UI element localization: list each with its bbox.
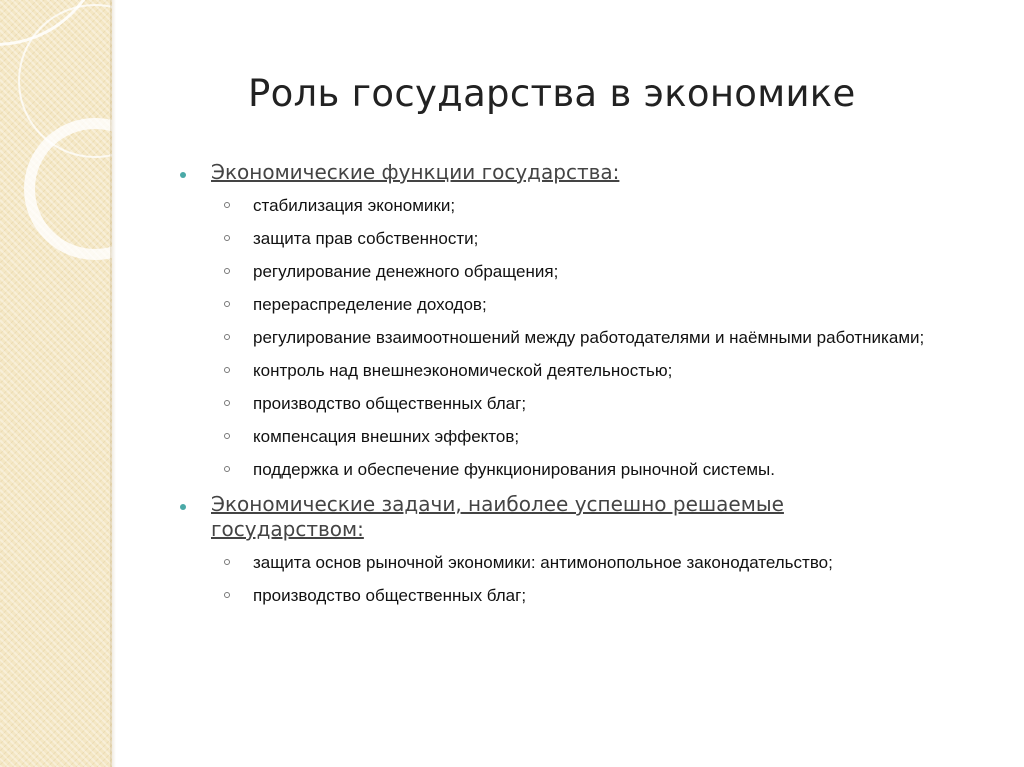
circle-bullet-icon bbox=[224, 592, 230, 598]
circle-bullet-icon bbox=[224, 433, 230, 439]
list-item: регулирование взаимоотношений между работодателями и наёмными работниками; bbox=[211, 327, 970, 348]
sidebar-shadow bbox=[110, 0, 116, 767]
list-item: поддержка и обеспечение функционирования рыночной системы. bbox=[211, 459, 970, 480]
circle-bullet-icon bbox=[224, 202, 230, 208]
list-item: регулирование денежного обращения; bbox=[211, 261, 970, 282]
list-item: перераспределение доходов; bbox=[211, 294, 970, 315]
list-item: стабилизация экономики; bbox=[211, 195, 970, 216]
circle-bullet-icon bbox=[224, 400, 230, 406]
list-item: производство общественных благ; bbox=[211, 585, 970, 606]
circle-bullet-icon bbox=[224, 334, 230, 340]
slide-title: Роль государства в экономике bbox=[248, 72, 856, 115]
list-item: контроль над внешнеэкономической деятельностью; bbox=[211, 360, 970, 381]
tasks-list bbox=[211, 552, 970, 606]
decorative-ring bbox=[24, 118, 112, 260]
circle-bullet-icon bbox=[224, 268, 230, 274]
list-item: компенсация внешних эффектов; bbox=[211, 426, 970, 447]
decorative-sidebar bbox=[0, 0, 112, 767]
circle-bullet-icon bbox=[224, 559, 230, 565]
circle-bullet-icon bbox=[224, 301, 230, 307]
list-item: защита прав собственности; bbox=[211, 228, 970, 249]
list-item: производство общественных благ; bbox=[211, 393, 970, 414]
bullet-icon bbox=[180, 172, 186, 178]
circle-bullet-icon bbox=[224, 235, 230, 241]
slide-content bbox=[180, 160, 970, 618]
section-tasks bbox=[180, 492, 970, 606]
circle-bullet-icon bbox=[224, 367, 230, 373]
circle-bullet-icon bbox=[224, 466, 230, 472]
section-heading: Экономические функции государства: bbox=[211, 160, 620, 184]
list-item: защита основ рыночной экономики: антимонопольное законодательство; bbox=[211, 552, 970, 573]
section-heading: Экономические задачи, наиболее успешно решаемые государством: bbox=[211, 492, 784, 541]
bullet-icon bbox=[180, 504, 186, 510]
section-functions bbox=[180, 160, 970, 480]
functions-list bbox=[211, 195, 970, 480]
